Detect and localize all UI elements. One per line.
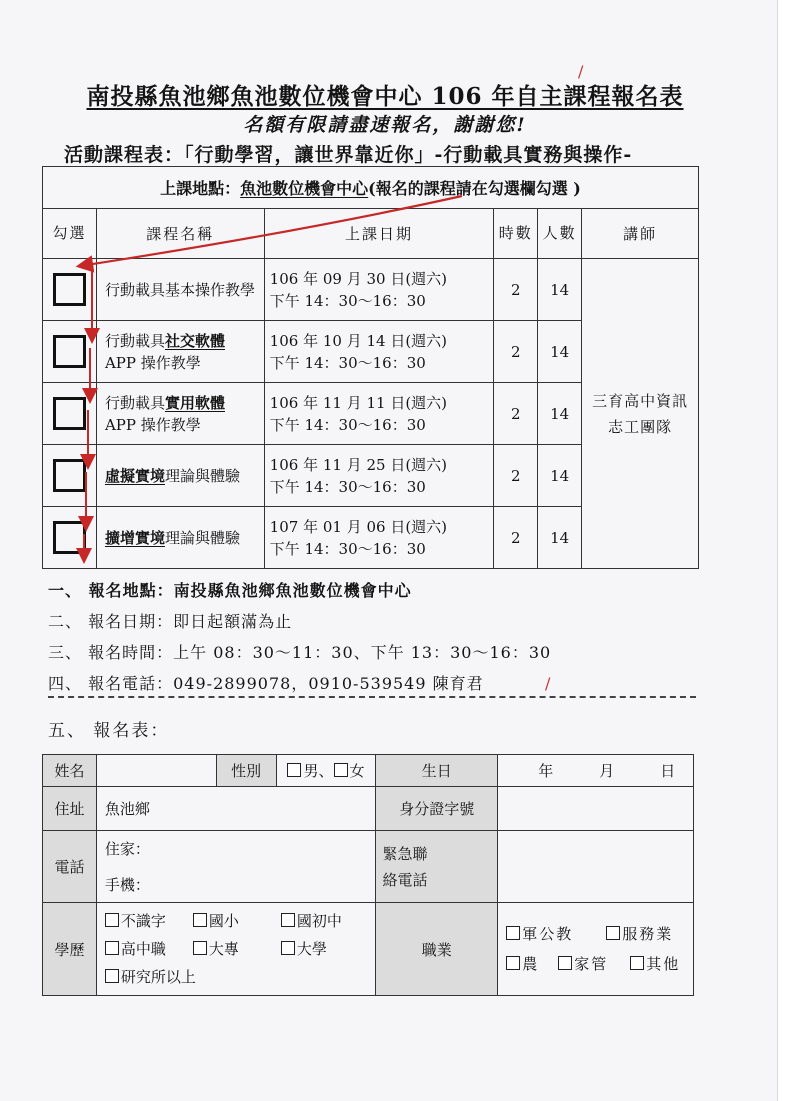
job-checkbox[interactable] — [630, 956, 644, 970]
course-name: 虛擬實境理論與體驗 — [96, 445, 264, 507]
course-hours: 2 — [494, 383, 538, 445]
course-checkbox[interactable] — [53, 273, 86, 306]
header-date: 上課日期 — [264, 209, 494, 259]
form-title: 五、 報名表： — [48, 721, 170, 741]
course-checkbox[interactable] — [53, 335, 86, 368]
mobile-phone-field[interactable]: 手機： — [96, 867, 376, 903]
course-date: 106 年 11 月 11 日(週六) 下午 14：30～16：30 — [264, 383, 494, 445]
course-name: 行動載具實用軟體 APP 操作教學 — [96, 383, 264, 445]
edu-checkbox[interactable] — [193, 941, 207, 955]
job-checkbox[interactable] — [558, 956, 572, 970]
home-phone-field[interactable]: 住家： — [96, 831, 376, 867]
male-checkbox[interactable] — [287, 763, 301, 777]
course-people: 14 — [538, 445, 582, 507]
course-hours: 2 — [494, 507, 538, 569]
info-item: 四、 報名電話：049-2899078，0910-539549 陳育君 — [48, 674, 484, 693]
education-options: 不識字 國小 國初中 高中職 大專 大學 研究所以上 — [96, 903, 376, 996]
info-item: 二、 報名日期：即日起額滿為止 — [48, 612, 293, 631]
job-checkbox[interactable] — [606, 926, 620, 940]
edu-checkbox[interactable] — [105, 969, 119, 983]
course-name: 擴增實境理論與體驗 — [96, 507, 264, 569]
header-people: 人數 — [538, 209, 582, 259]
address-label: 住址 — [43, 787, 97, 831]
registration-form — [42, 754, 694, 996]
course-people: 14 — [538, 321, 582, 383]
education-label: 學歷 — [43, 903, 97, 996]
dashed-separator — [48, 696, 696, 698]
name-field[interactable] — [96, 755, 216, 787]
emergency-phone-field[interactable] — [498, 831, 694, 903]
id-label: 身分證字號 — [376, 787, 498, 831]
info-item: 一、 報名地點：南投縣魚池鄉魚池數位機會中心 — [48, 581, 412, 600]
edu-checkbox[interactable] — [193, 913, 207, 927]
birth-field[interactable]: 年 月 日 — [498, 755, 694, 787]
gender-options: 男、 女 — [276, 755, 376, 787]
female-checkbox[interactable] — [334, 763, 348, 777]
header-hours: 時數 — [494, 209, 538, 259]
address-field[interactable]: 魚池鄉 — [96, 787, 376, 831]
course-table — [42, 166, 699, 569]
id-field[interactable] — [498, 787, 694, 831]
page-edge — [777, 0, 800, 1101]
emergency-label: 緊急聯 絡電話 — [376, 831, 498, 903]
header-teacher: 講師 — [582, 209, 699, 259]
course-people: 14 — [538, 259, 582, 321]
gender-label: 性別 — [216, 755, 276, 787]
edu-checkbox[interactable] — [281, 913, 295, 927]
course-date: 106 年 09 月 30 日(週六) 下午 14：30～16：30 — [264, 259, 494, 321]
phone-label: 電話 — [43, 831, 97, 903]
job-checkbox[interactable] — [506, 956, 520, 970]
course-name: 行動載具基本操作教學 — [96, 259, 264, 321]
course-name: 行動載具社交軟體 APP 操作教學 — [96, 321, 264, 383]
course-date: 106 年 10 月 14 日(週六) 下午 14：30～16：30 — [264, 321, 494, 383]
edu-checkbox[interactable] — [105, 941, 119, 955]
course-checkbox[interactable] — [53, 397, 86, 430]
edu-checkbox[interactable] — [105, 913, 119, 927]
course-row — [43, 259, 699, 321]
course-date: 107 年 01 月 06 日(週六) 下午 14：30～16：30 — [264, 507, 494, 569]
birth-label: 生日 — [376, 755, 498, 787]
location-name: 魚池數位機會中心 — [240, 179, 369, 198]
course-hours: 2 — [494, 259, 538, 321]
edu-checkbox[interactable] — [281, 941, 295, 955]
job-checkbox[interactable] — [506, 926, 520, 940]
activity-heading: 活動課程表：「行動學習，讓世界靠近你」-行動載具實務與操作- — [64, 144, 633, 166]
course-checkbox[interactable] — [53, 459, 86, 492]
info-item: 三、 報名時間：上午 08：30～11：30、下午 13：30～16：30 — [48, 643, 552, 662]
course-hours: 2 — [494, 445, 538, 507]
location-cell: 上課地點：魚池數位機會中心(報名的課程請在勾選欄勾選 ) — [43, 167, 699, 209]
page-title: 南投縣魚池鄉魚池數位機會中心 106 年自主課程報名表 — [86, 83, 684, 110]
course-people: 14 — [538, 383, 582, 445]
info-list — [48, 575, 551, 699]
header-check: 勾選 — [43, 209, 97, 259]
header-course-name: 課程名稱 — [96, 209, 264, 259]
course-hours: 2 — [494, 321, 538, 383]
job-options: 軍公教 服務業 農 家管 其他 — [498, 903, 694, 996]
name-label: 姓名 — [43, 755, 97, 787]
red-tick-mark: / — [578, 62, 584, 81]
course-people: 14 — [538, 507, 582, 569]
red-tick-mark: / — [545, 674, 551, 693]
teacher-cell: 三育高中資訊志工團隊 — [582, 259, 699, 569]
course-date: 106 年 11 月 25 日(週六) 下午 14：30～16：30 — [264, 445, 494, 507]
page-subtitle: 名額有限請盡速報名，謝謝您! — [243, 114, 527, 136]
job-label: 職業 — [376, 903, 498, 996]
course-checkbox[interactable] — [53, 521, 86, 554]
